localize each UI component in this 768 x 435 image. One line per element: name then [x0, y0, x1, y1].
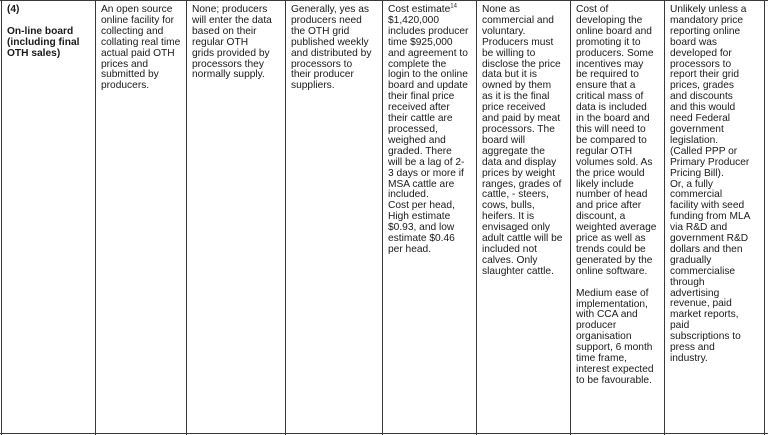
description-text: An open source online facility for collecting and collating real time actual paid OTH prices and submitted by producers. — [101, 4, 181, 92]
table-cell-barriers — [476, 0, 570, 435]
cost-lead-text: Cost estimate — [388, 4, 451, 15]
table-cell-option — [1, 0, 95, 435]
barriers-text: None as commercial and voluntary. Producers must be willing to disclose the price data but it is owned by them as it is the final price received and paid by meat processors. The board will aggregate the data and display prices by weight ranges, grades of cattle, - steers, cows, bulls, heifers. It is envisaged only adult cattle will be included not calves. Only slaughter cattle. — [482, 4, 563, 277]
cost-footnote: 14 — [450, 3, 457, 10]
implementation-ease-text: Medium ease of implementation, with CCA and producer organisation support, 6 month time frame, interest expected to be favourable. — [576, 287, 654, 386]
implementation-text: Cost of developing the online board and promoting it to producers. Some incentives may be required to ensure that a critical mass of data is included in the board and this will need to be compared to regular OTH volumes sold. As the price would likely include number of head and price after discount, a weighted average price as well as trends could be generated by the online software. — [576, 4, 657, 277]
table-cell-data-requirements — [186, 0, 285, 435]
option-title: On-line board (including final OTH sales) — [7, 25, 80, 59]
table-cell-likelihood — [664, 0, 765, 435]
table-cell-description — [95, 0, 186, 435]
availability-text: Generally, yes as producers need the OTH grid published weekly and distributed by processors to their producer suppliers. — [291, 4, 372, 92]
likelihood-text: Unlikely unless a mandatory price reporting online board was developed for processors to report their grid prices, grades and discounts and this would need Federal government legislation. (Called PPP or Primary Producer Pricing Bill). Or, a fully commercial facility with seed funding from MLA via R&D and government R&D dollars and then gradually commercialise through advertising revenue, paid market reports, paid subscriptions to press and industry. — [670, 4, 751, 364]
cost-text: $1,420,000 includes producer time $925,000 and agreement to complete the login to the online board and update their final price received after their cattle are processed, weighed and graded. There will be a lag of 2- 3 days or more if MSA cattle are included. Cost per head, High estimate $0.93, and low estimate $0.46 per head. — [388, 14, 469, 255]
table-cell-cost — [382, 0, 476, 435]
option-number: (4) — [7, 4, 20, 15]
data-requirements-text: None; producers will enter the data based on their regular OTH grids provided by processors they normally supply. — [192, 4, 272, 81]
table-cell-availability — [285, 0, 382, 435]
table-cell-implementation — [570, 0, 664, 435]
